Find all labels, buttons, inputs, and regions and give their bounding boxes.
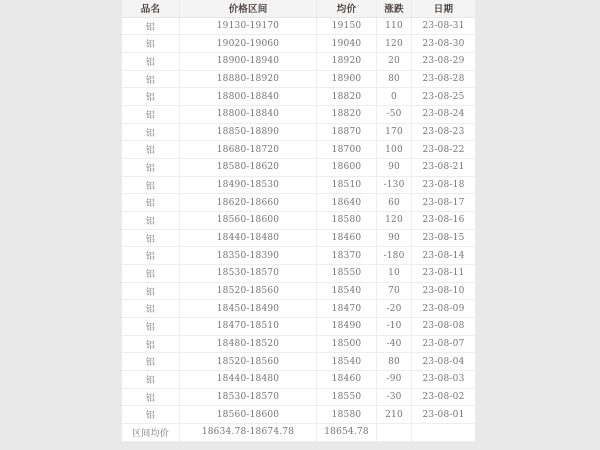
cell-range: 18800-18840 — [180, 106, 317, 123]
cell-change: -40 — [377, 336, 412, 353]
table-row — [122, 300, 475, 318]
cell-avg: 18580 — [317, 212, 377, 229]
cell-change: 90 — [377, 159, 412, 176]
cell-date: 23-08-30 — [422, 38, 465, 49]
table-row — [122, 88, 475, 106]
table-row — [122, 265, 475, 283]
table-row — [122, 336, 475, 354]
cell-range: 18480-18520 — [180, 336, 317, 353]
table-row — [122, 230, 475, 248]
cell-date: 23-08-23 — [422, 127, 465, 138]
cell-range: 18560-18600 — [180, 406, 317, 423]
cell-change: -130 — [377, 177, 412, 194]
cell-avg: 18500 — [317, 336, 377, 353]
cell-date: 23-08-01 — [422, 409, 465, 420]
cell-name: 铝 — [122, 212, 180, 229]
header-cell-name: 品名 — [122, 0, 180, 17]
header-cell-avg: 均价 — [317, 0, 377, 17]
cell-change — [377, 424, 412, 441]
cell-range: 18680-18720 — [180, 141, 317, 158]
table-row — [122, 18, 475, 36]
cell-change: -180 — [377, 247, 412, 264]
cell-range: 18520-18560 — [180, 353, 317, 370]
cell-avg: 19150 — [317, 18, 377, 35]
cell-change: 60 — [377, 194, 412, 211]
cell-name: 铝 — [122, 371, 180, 388]
cell-date: 23-08-02 — [422, 392, 465, 403]
cell-date: 23-08-07 — [422, 339, 465, 350]
table-row — [122, 371, 475, 389]
cell-name: 铝 — [122, 35, 180, 52]
cell-name: 铝 — [122, 265, 180, 282]
cell-range: 18900-18940 — [180, 53, 317, 70]
cell-name: 铝 — [122, 283, 180, 300]
cell-avg: 18540 — [317, 353, 377, 370]
table-row — [122, 247, 475, 265]
cell-avg: 18640 — [317, 194, 377, 211]
cell-date: 23-08-03 — [422, 374, 465, 385]
cell-avg: 18370 — [317, 247, 377, 264]
cell-change: 80 — [377, 71, 412, 88]
table-row — [122, 177, 475, 195]
cell-range: 18520-18560 — [180, 283, 317, 300]
header-cell-range: 价格区间 — [180, 0, 317, 17]
cell-name: 区间均价 — [122, 424, 180, 441]
table-row — [122, 406, 475, 424]
cell-change: 100 — [377, 141, 412, 158]
cell-range: 18560-18600 — [180, 212, 317, 229]
cell-date: 23-08-11 — [422, 268, 465, 279]
cell-date: 23-08-24 — [422, 109, 465, 120]
cell-change: 210 — [377, 406, 412, 423]
cell-range: 18490-18530 — [180, 177, 317, 194]
cell-range: 18450-18490 — [180, 300, 317, 317]
cell-avg: 18654.78 — [317, 424, 377, 441]
cell-change: 70 — [377, 283, 412, 300]
cell-change: 10 — [377, 265, 412, 282]
cell-name: 铝 — [122, 124, 180, 141]
table-row — [122, 353, 475, 371]
table-row — [122, 318, 475, 336]
cell-range: 18350-18390 — [180, 247, 317, 264]
cell-name: 铝 — [122, 230, 180, 247]
cell-date: 23-08-09 — [422, 303, 465, 314]
cell-avg: 18820 — [317, 88, 377, 105]
cell-change: -50 — [377, 106, 412, 123]
header-cell-change: 涨跌 — [377, 0, 412, 17]
table-row — [122, 194, 475, 212]
cell-date: 23-08-25 — [422, 91, 465, 102]
cell-avg: 18900 — [317, 71, 377, 88]
cell-change: 120 — [377, 35, 412, 52]
table-row — [122, 389, 475, 407]
cell-avg: 18600 — [317, 159, 377, 176]
cell-name: 铝 — [122, 389, 180, 406]
cell-avg: 18540 — [317, 283, 377, 300]
table-row — [122, 212, 475, 230]
table-row — [122, 283, 475, 301]
cell-date: 23-08-17 — [422, 197, 465, 208]
cell-avg: 18580 — [317, 406, 377, 423]
table-row — [122, 141, 475, 159]
header-cell-date: 日期 — [433, 4, 454, 16]
cell-change: 170 — [377, 124, 412, 141]
cell-name: 铝 — [122, 53, 180, 70]
cell-range: 18530-18570 — [180, 389, 317, 406]
cell-avg: 18550 — [317, 389, 377, 406]
cell-change: 80 — [377, 353, 412, 370]
cell-name: 铝 — [122, 336, 180, 353]
cell-date — [412, 424, 475, 441]
cell-change: 20 — [377, 53, 412, 70]
cell-change: 120 — [377, 212, 412, 229]
cell-date: 23-08-14 — [422, 250, 465, 261]
table-header — [122, 0, 475, 18]
cell-date: 23-08-22 — [422, 144, 465, 155]
table-body — [122, 18, 475, 442]
cell-avg: 18460 — [317, 371, 377, 388]
cell-change: -10 — [377, 318, 412, 335]
cell-avg: 18820 — [317, 106, 377, 123]
cell-avg: 18470 — [317, 300, 377, 317]
cell-range: 18620-18660 — [180, 194, 317, 211]
cell-avg: 19040 — [317, 35, 377, 52]
cell-change: -30 — [377, 389, 412, 406]
cell-range: 18470-18510 — [180, 318, 317, 335]
price-table — [122, 0, 475, 442]
cell-avg: 18460 — [317, 230, 377, 247]
cell-name: 铝 — [122, 71, 180, 88]
cell-avg: 18920 — [317, 53, 377, 70]
cell-range: 18440-18480 — [180, 371, 317, 388]
cell-name: 铝 — [122, 300, 180, 317]
cell-range: 18880-18920 — [180, 71, 317, 88]
table-row — [122, 35, 475, 53]
cell-date: 23-08-21 — [422, 162, 465, 173]
cell-range: 18634.78-18674.78 — [180, 424, 317, 441]
cell-change: 110 — [377, 18, 412, 35]
cell-change: -90 — [377, 371, 412, 388]
cell-name: 铝 — [122, 159, 180, 176]
table-row — [122, 124, 475, 142]
cell-range: 19130-19170 — [180, 18, 317, 35]
cell-date: 23-08-16 — [422, 215, 465, 226]
cell-name: 铝 — [122, 18, 180, 35]
cell-name: 铝 — [122, 141, 180, 158]
cell-date: 23-08-28 — [422, 74, 465, 85]
cell-avg: 18490 — [317, 318, 377, 335]
cell-range: 18850-18890 — [180, 124, 317, 141]
cell-name: 铝 — [122, 106, 180, 123]
cell-name: 铝 — [122, 247, 180, 264]
cell-date: 23-08-08 — [422, 321, 465, 332]
cell-date: 23-08-31 — [422, 21, 465, 31]
cell-name: 铝 — [122, 194, 180, 211]
cell-avg: 18870 — [317, 124, 377, 141]
cell-date: 23-08-10 — [422, 286, 465, 297]
cell-change: 0 — [377, 88, 412, 105]
cell-avg: 18700 — [317, 141, 377, 158]
cell-range: 19020-19060 — [180, 35, 317, 52]
table-row — [122, 53, 475, 71]
table-row — [122, 106, 475, 124]
cell-date: 23-08-15 — [422, 233, 465, 244]
table-row — [122, 159, 475, 177]
cell-range: 18530-18570 — [180, 265, 317, 282]
cell-name: 铝 — [122, 318, 180, 335]
summary-row — [122, 424, 475, 442]
cell-range: 18800-18840 — [180, 88, 317, 105]
cell-change: 90 — [377, 230, 412, 247]
cell-name: 铝 — [122, 353, 180, 370]
cell-change: -20 — [377, 300, 412, 317]
table-row — [122, 71, 475, 89]
cell-avg: 18510 — [317, 177, 377, 194]
cell-range: 18580-18620 — [180, 159, 317, 176]
cell-name: 铝 — [122, 406, 180, 423]
cell-date: 23-08-04 — [422, 356, 465, 367]
cell-name: 铝 — [122, 88, 180, 105]
cell-date: 23-08-29 — [422, 56, 465, 67]
cell-range: 18440-18480 — [180, 230, 317, 247]
cell-avg: 18550 — [317, 265, 377, 282]
cell-date: 23-08-18 — [422, 180, 465, 191]
cell-name: 铝 — [122, 177, 180, 194]
